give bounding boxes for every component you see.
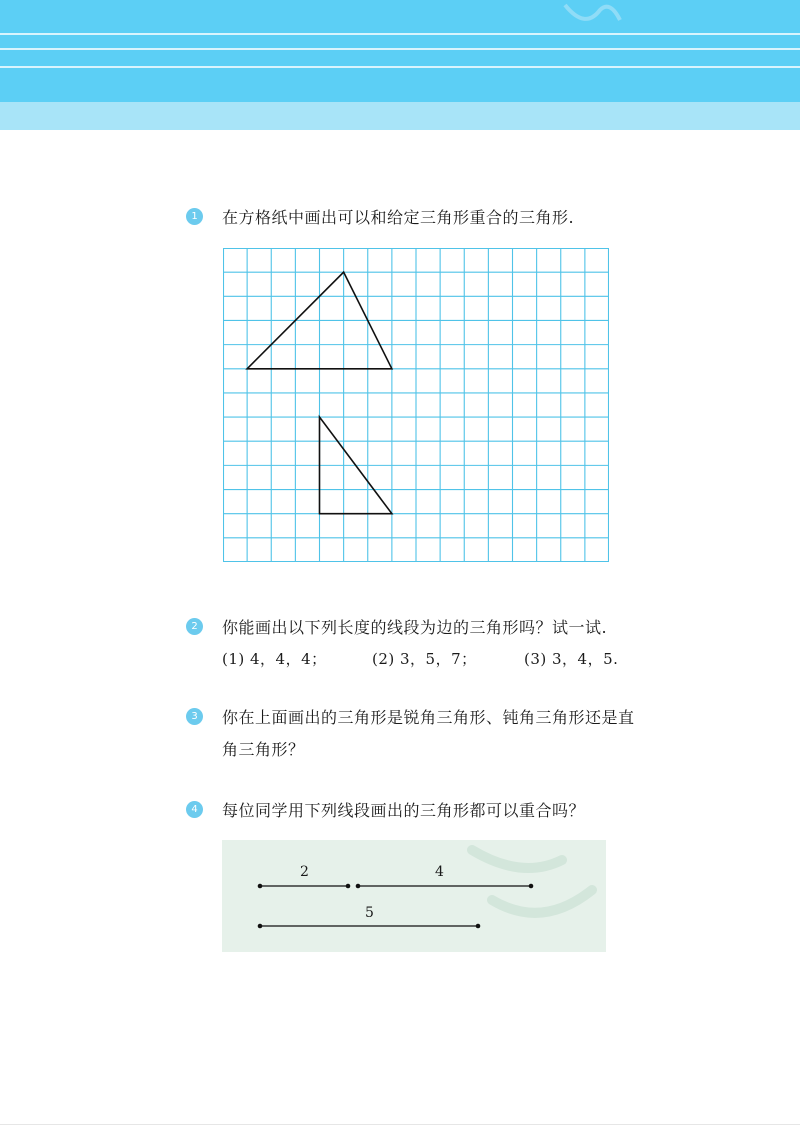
segment-2-label: 2 [300, 864, 309, 880]
segment-5 [258, 924, 481, 929]
footer-line [0, 1124, 800, 1125]
segments-panel [222, 840, 606, 952]
question-4-text: 每位同学用下列线段画出的三角形都可以重合吗？ [222, 801, 586, 820]
question-4-bullet: 4 [186, 801, 203, 818]
header-stripe [0, 48, 800, 50]
segment-4-label: 4 [435, 864, 444, 880]
ribbon-swirl-icon [560, 0, 630, 40]
header-stripe [0, 33, 800, 35]
segments-svg [222, 840, 606, 952]
question-2-option-2: (2) 3，5，7； [372, 650, 477, 668]
question-2-bullet: 2 [186, 618, 203, 635]
square-grid [223, 248, 609, 562]
header-sub-band [0, 102, 800, 130]
question-2-option-3: (3) 3，4，5. [524, 650, 619, 668]
segment-4 [356, 884, 534, 889]
question-1-text: 在方格纸中画出可以和给定三角形重合的三角形. [222, 208, 575, 227]
segment-5-label: 5 [365, 905, 374, 921]
grid-svg [223, 248, 609, 562]
header-stripe [0, 66, 800, 68]
question-1-bullet: 1 [186, 208, 203, 225]
segment-2 [258, 884, 351, 889]
question-3-text-line1: 你在上面画出的三角形是锐角三角形、钝角三角形还是直 [222, 708, 635, 727]
question-2-option-1: (1) 4，4，4； [222, 650, 327, 668]
question-3-text-line2: 角三角形？ [222, 740, 305, 759]
header-band [0, 0, 800, 102]
question-2-text: 你能画出以下列长度的线段为边的三角形吗？试一试. [222, 618, 608, 637]
question-3-bullet: 3 [186, 708, 203, 725]
